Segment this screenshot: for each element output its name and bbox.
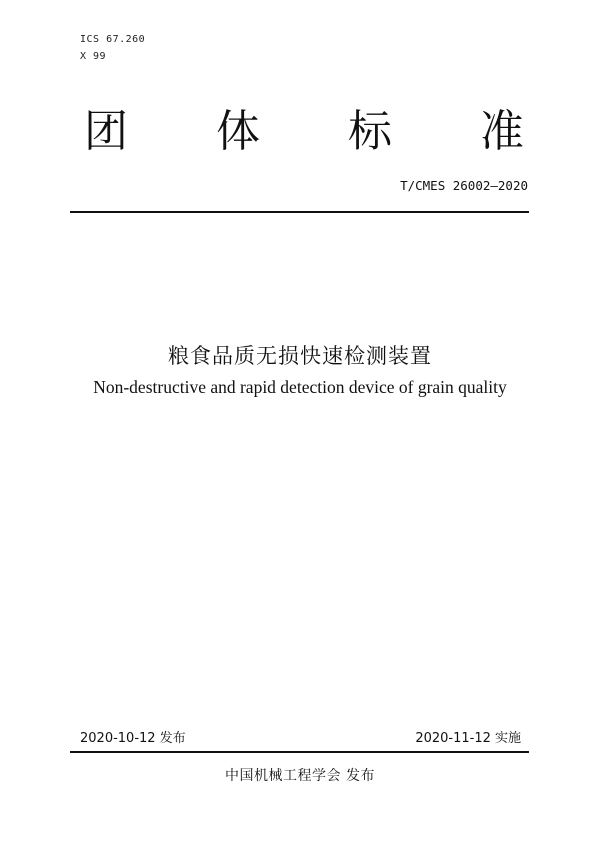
ics-code: ICS 67.260 (80, 34, 146, 45)
issue-date: 2020-10-12 发布 (80, 731, 186, 746)
document-title-english: Non-destructive and rapid detection device of grain quality (93, 377, 507, 397)
title-char: 准 (480, 106, 524, 157)
implementation-date: 2020-11-12 实施 (415, 731, 521, 746)
standard-number: T/CMES 26002—2020 (400, 178, 528, 193)
header-divider (70, 211, 529, 213)
document-title-chinese: 粮食品质无损快速检测装置 (168, 344, 432, 368)
title-char: 团 (84, 106, 128, 157)
title-char: 标 (348, 106, 392, 157)
publisher: 中国机械工程学会 发布 (225, 768, 375, 784)
footer-divider (70, 751, 529, 753)
ccs-code: X 99 (80, 51, 107, 62)
title-char: 体 (216, 106, 260, 157)
standard-type-title (80, 106, 528, 158)
